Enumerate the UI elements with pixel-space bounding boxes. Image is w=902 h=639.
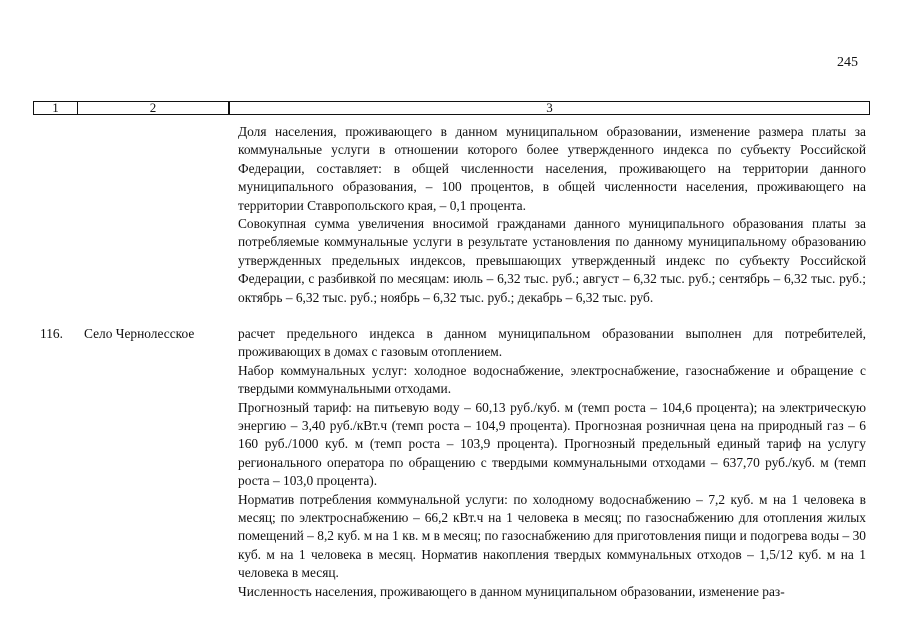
table-header (33, 101, 870, 115)
paragraph: Прогнозный тариф: на питьевую воду – 60,13 руб./куб. м (темп роста – 104,6 процента); на электрическую энергию – 3,40 руб./кВт.ч (темп роста – 104,9 процента). Прогнозная розничная цена на природный газ – 6 160 руб./1000 куб. м (темп роста – 103,9 процента). Прогнозный предельный единый тариф на услугу регионального оператора по обращению с твердыми коммунальными отходами – 637,70 руб./куб. м (темп роста – 103,0 процента). (238, 399, 866, 489)
header-col-2: 2 (78, 102, 230, 114)
continued-text (238, 123, 866, 307)
entry-number: 116. (40, 326, 63, 341)
paragraph: Набор коммунальных услуг: холодное водоснабжение, электроснабжение, газоснабжение и обращение с твердыми коммунальными отходами. (238, 362, 866, 397)
entry-name: Село Чернолесское (84, 326, 195, 341)
paragraph: Норматив потребления коммунальной услуги: по холодному водоснабжению – 7,2 куб. м на 1 человека в месяц; по электроснабжению – 66,2 кВт.ч на 1 человека в месяц; по газоснабжению для отопления жилых помещений – 8,2 куб. м на 1 кв. м в месяц; по газоснабжению для приготовления пищи и подогрева воды – 30 куб. м на 1 человека в месяц. Норматив накопления твердых коммунальных отходов – 1,5/12 куб. м на 1 человека в месяц. (238, 491, 866, 581)
header-col-3: 3 (546, 100, 553, 115)
paragraph: Численность населения, проживающего в данном муниципальном образовании, изменение раз- (238, 583, 785, 599)
paragraph: Совокупная сумма увеличения вносимой гражданами данного муниципального образования платы за потребляемые коммунальные услуги в результате установления по данному муниципальному образованию утвержденных предельных индексов, превышающих утвержденный индекс по субъекту Российской Федерации, с разбивкой по месяцам: июль – 6,32 тыс. руб.; август – 6,32 тыс. руб.; сентябрь – 6,32 тыс. руб.; октябрь – 6,32 тыс. руб.; ноябрь – 6,32 тыс. руб.; декабрь – 6,32 тыс. руб. (238, 216, 866, 305)
page-number: 245 (837, 55, 858, 70)
paragraph: Доля населения, проживающего в данном муниципальном образовании, изменение размера платы за коммунальные услуги в отношении которого более утвержденного индекса по субъекту Российской Федерации, составляет: в общей численности населения, проживающего на территории данного муниципального образования, – 100 процентов, в общей численности населения, проживающего на территории Ставропольского края, – 0,1 процента. (238, 124, 866, 213)
entry-text (238, 325, 866, 601)
header-col-1: 1 (34, 102, 78, 114)
paragraph: расчет предельного индекса в данном муниципальном образовании выполнен для потребителей, проживающих в домах с газовым отоплением. (238, 326, 866, 360)
